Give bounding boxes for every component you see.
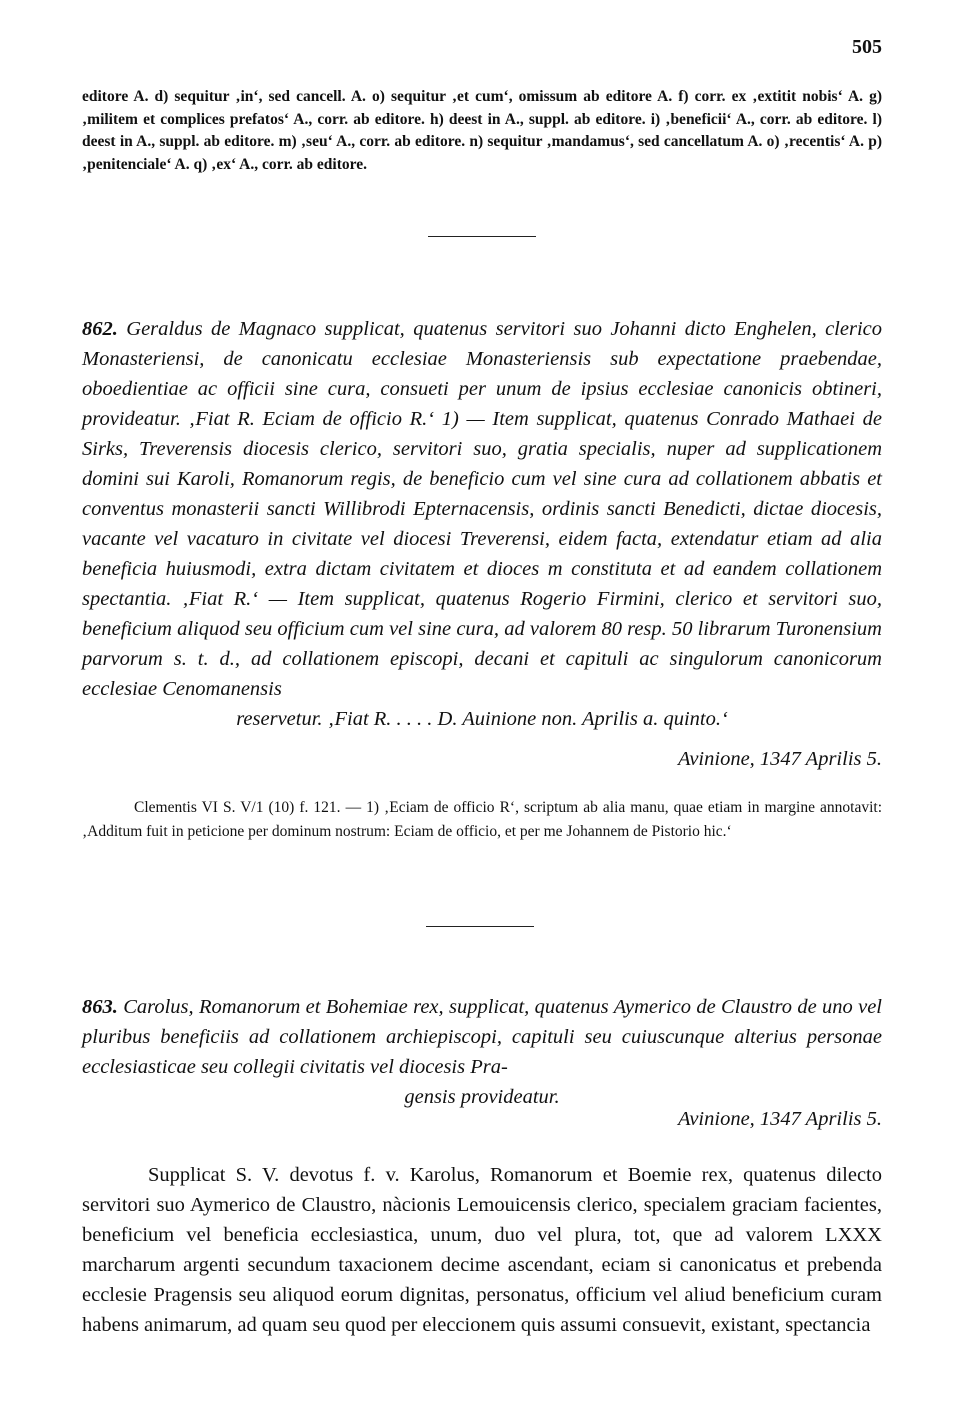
- entry-summary: Geraldus de Magnaco supplicat, quatenus servitori suo Johanni dicto Enghelen, clerico Monasteriensi, de canonicatu ecclesiae Monasteriensis sub expectatione praebendae, oboedientiae ac officii sine cura, consueti per unum de ipsius ecclesiae canonicis obtineri, provideatur. ‚Fiat R. Eciam de officio R.‘ 1) — Item supplicat, quatenus Conrado Mathaei de Sirks, Treverensis diocesis clerico, servitori suo, gratia specialis, nuper ad supplicationem domini sui Karoli, Romanorum regis, de beneficio cum vel sine cura ad collationem abbatis et conventus monasterii sancti Willibrodi Epternacensis, ordinis sancti Benedicti, dictae diocesis, vacante vel vacaturo in civitate vel diocesi Treverensi, eidem facta, extendatur etiam ad alia beneficia huiusmodi, extra dictam civitatem et dioces m constituta et ad eandem collationem spectantia. ‚Fiat R.‘ — Item supplicat, quatenus Rogerio Firmini, clerico et servitori suo, beneficium aliquod seu officium cum vel sine cura, ad valorem 80 resp. 50 librarum Turonensium parvorum s. t. d., ad collationem episcopi, decani et capituli ac singulorum canonicorum ecclesiae Cenomanensis: [82, 318, 882, 700]
- entry-summary-last-line: reservetur. ‚Fiat R. . . . . D. Auinione non. Aprilis a. quinto.‘: [236, 708, 728, 730]
- entry-summary: Carolus, Romanorum et Bohemiae rex, supplicat, quatenus Aymerico de Claustro de uno vel pluribus beneficiis ad collationem archiepiscopi, capituli seu cuiuscunque alterius personae ecclesiasticae seu collegii civitatis vel diocesis Pra-: [82, 996, 883, 1078]
- divider-rule: [426, 926, 534, 927]
- body-paragraph: Supplicat S. V. devotus f. v. Karolus, Romanorum et Boemie rex, quatenus dilecto servitori suo Aymerico de Claustro, nàcionis Lemouicensis clerico, specialem graciam facientes, beneficium vel beneficia ecclesiastica, unum, duo vel plura, tot, que ad valorem LXXX marcharum argenti secundum taxacionem decime ascendant, eciam si canonicatus et prebenda ecclesie Pragensis seu aliquod eorum dignitas, personatus, officium vel aliud beneficium curam habens animarum, ad quam seu quod per eleccionem quis assumi consuevit, existant, spectancia: [82, 1164, 882, 1336]
- entry-summary-last-line: gensis provideatur.: [404, 1086, 560, 1108]
- apparatus-notes: editore A. d) sequitur ‚in‘, sed cancell. A. o) sequitur ‚et cum‘, omissum ab editore A. f) corr. ex ‚extitit nobis‘ A. g) ‚militem et complices prefatos‘ A., corr. ab editore. h) deest in A., suppl. ab editore. i) ‚beneficii‘ A., corr. ab editore. l) deest in A., suppl. ab editore. m) ‚seu‘ A., corr. ab editore. n) sequitur ‚mandamus‘, sed cancellatum A. o) ‚recentis‘ A. p) ‚penitenciale‘ A. q) ‚ex‘ A., corr. ab editore.: [82, 88, 882, 173]
- footnote-text: Clementis VI S. V/1 (10) f. 121. — 1) ‚Eciam de officio R‘, scriptum ab alia manu, quae etiam in margine annotavit: ‚Additum fuit in peticione per dominum nostrum: Eciam de officio, et per me Johannem de Pistorio hic.‘: [82, 799, 882, 840]
- entry-number: 862.: [82, 318, 118, 340]
- document-body-text: [82, 1160, 882, 1340]
- dateline: Avinione, 1347 Aprilis 5.: [677, 748, 882, 770]
- page-number: 505: [852, 36, 882, 58]
- footnote: [82, 796, 882, 844]
- entry-862: [82, 314, 882, 734]
- dateline: Avinione, 1347 Aprilis 5.: [677, 1108, 882, 1130]
- entry-number: 863.: [82, 996, 118, 1018]
- entry-863: [82, 992, 882, 1112]
- divider-rule: [428, 236, 536, 237]
